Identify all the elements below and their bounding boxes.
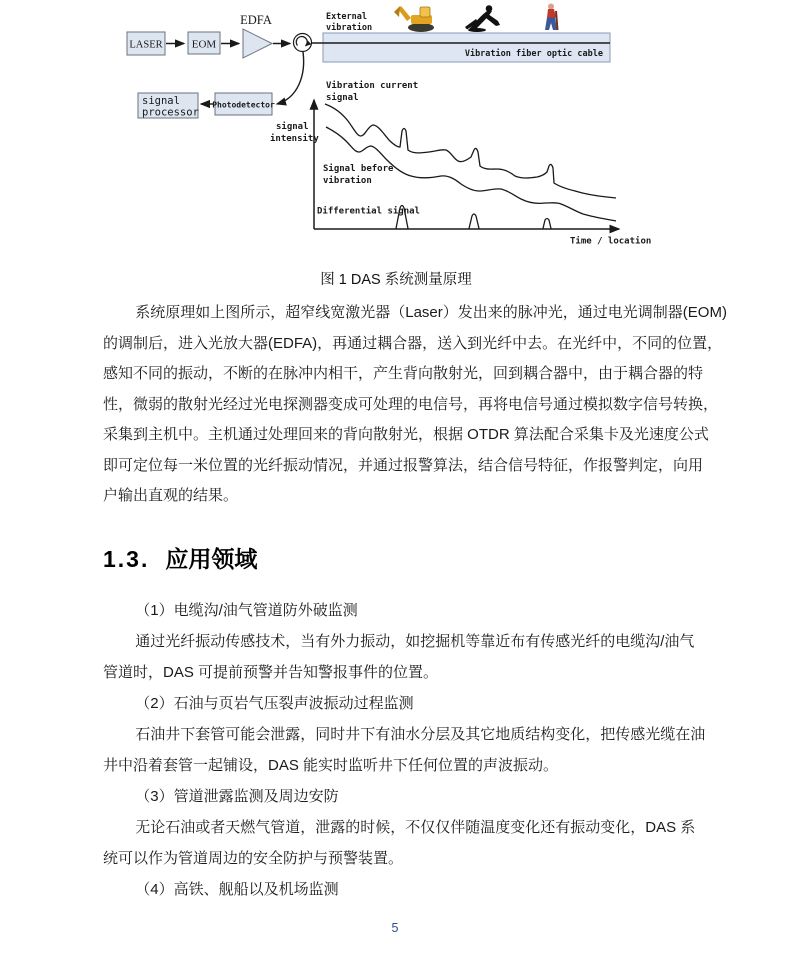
list-item-title: （1）电缆沟/油气管道防外破监测 xyxy=(135,602,358,619)
arrow-circulator-photodetector xyxy=(277,52,304,104)
fiber-cable-label: Vibration fiber optic cable xyxy=(464,49,603,59)
page-number: 5 xyxy=(391,921,399,935)
paragraph-line: 即可定位每一米位置的光纤振动情况，并通过报警算法，结合信号特征，作报警判定，向用 xyxy=(103,456,704,474)
digging-person-icon xyxy=(465,5,500,32)
paragraph-line: 户输出直观的结果。 xyxy=(103,487,239,504)
edfa-label: EDFA xyxy=(240,13,272,27)
section-number: 1.3. xyxy=(103,546,150,572)
list-item-body-line: 无论石油或者天燃气管道，泄露的时候，不仅仅伴随温度变化还有振动变化，DAS 系 xyxy=(135,819,696,836)
curve-current-label-1: Vibration current xyxy=(326,81,419,91)
curve-diff-label: Differential signal xyxy=(317,206,420,217)
edfa-amplifier-triangle xyxy=(243,29,272,58)
application-list xyxy=(103,595,706,905)
list-item-body-line: 井中沿着套管一起铺设，DAS 能实时监听井下任何位置的声波振动。 xyxy=(103,757,559,774)
figure-caption: 图 1 DAS 系统测量原理 xyxy=(320,272,472,288)
list-item-title: （3）管道泄露监测及周边安防 xyxy=(135,788,339,805)
laser-label: LASER xyxy=(129,39,163,51)
list-item-body-line: 石油井下套管可能会泄露，同时井下有油水分层及其它地质结构变化，把传感光缆在油 xyxy=(135,726,706,743)
das-system-diagram xyxy=(0,0,790,252)
x-axis-label: Time / location xyxy=(570,236,652,247)
list-item-title: （2）石油与页岩气压裂声波振动过程监测 xyxy=(135,695,414,712)
external-vibration-label-2: vibration xyxy=(326,23,373,33)
curve-current-label-2: signal xyxy=(326,93,359,103)
photodetector-label: Photodetector xyxy=(212,100,275,110)
paragraph-line: 系统原理如上图所示，超窄线宽激光器（Laser）发出来的脉冲光，通过电光调制器(EOM) xyxy=(135,304,727,321)
intro-paragraph xyxy=(103,298,727,512)
excavator-icon xyxy=(394,6,434,32)
signal-processor-label-2: processor xyxy=(142,106,199,119)
y-axis-label-1: signal xyxy=(276,122,309,132)
curve-before-label-2: vibration xyxy=(323,176,372,186)
y-axis-label-2: intensity xyxy=(270,134,319,144)
external-vibration-label-1: External xyxy=(326,12,367,22)
paragraph-line: 采集到主机中。主机通过处理回来的背向散射光，根据 OTDR 算法配合采集卡及光速度公式 xyxy=(103,426,709,443)
paragraph-line: 感知不同的振动，不断的在脉冲内相干，产生背向散射光，回到耦合器中，由于耦合器的特 xyxy=(103,365,704,382)
section-heading xyxy=(103,541,257,574)
list-item-body-line: 通过光纤振动传感技术，当有外力振动，如挖掘机等靠近布有传感光纤的电缆沟/油气 xyxy=(135,633,695,650)
signal-processor-label-1: signal xyxy=(142,95,180,107)
eom-label: EOM xyxy=(191,38,217,51)
paragraph-line: 性，微弱的散射光经过光电探测器变成可处理的电信号，再将电信号通过模拟数字信号转换， xyxy=(103,395,719,413)
list-item-body-line: 管道时，DAS 可提前预警并告知警报事件的位置。 xyxy=(103,664,439,681)
list-item-body-line: 统可以作为管道周边的安全防护与预警装置。 xyxy=(103,850,404,867)
list-item-title: （4）高铁、舰船以及机场监测 xyxy=(135,881,339,898)
section-title: 应用领域 xyxy=(165,546,258,572)
curve-before-label-1: Signal before xyxy=(323,164,394,174)
jackhammer-person-icon xyxy=(545,4,558,31)
paragraph-line: 的调制后，进入光放大器(EDFA)，再通过耦合器，送入到光纤中去。在光纤中，不同的位置， xyxy=(103,334,723,352)
